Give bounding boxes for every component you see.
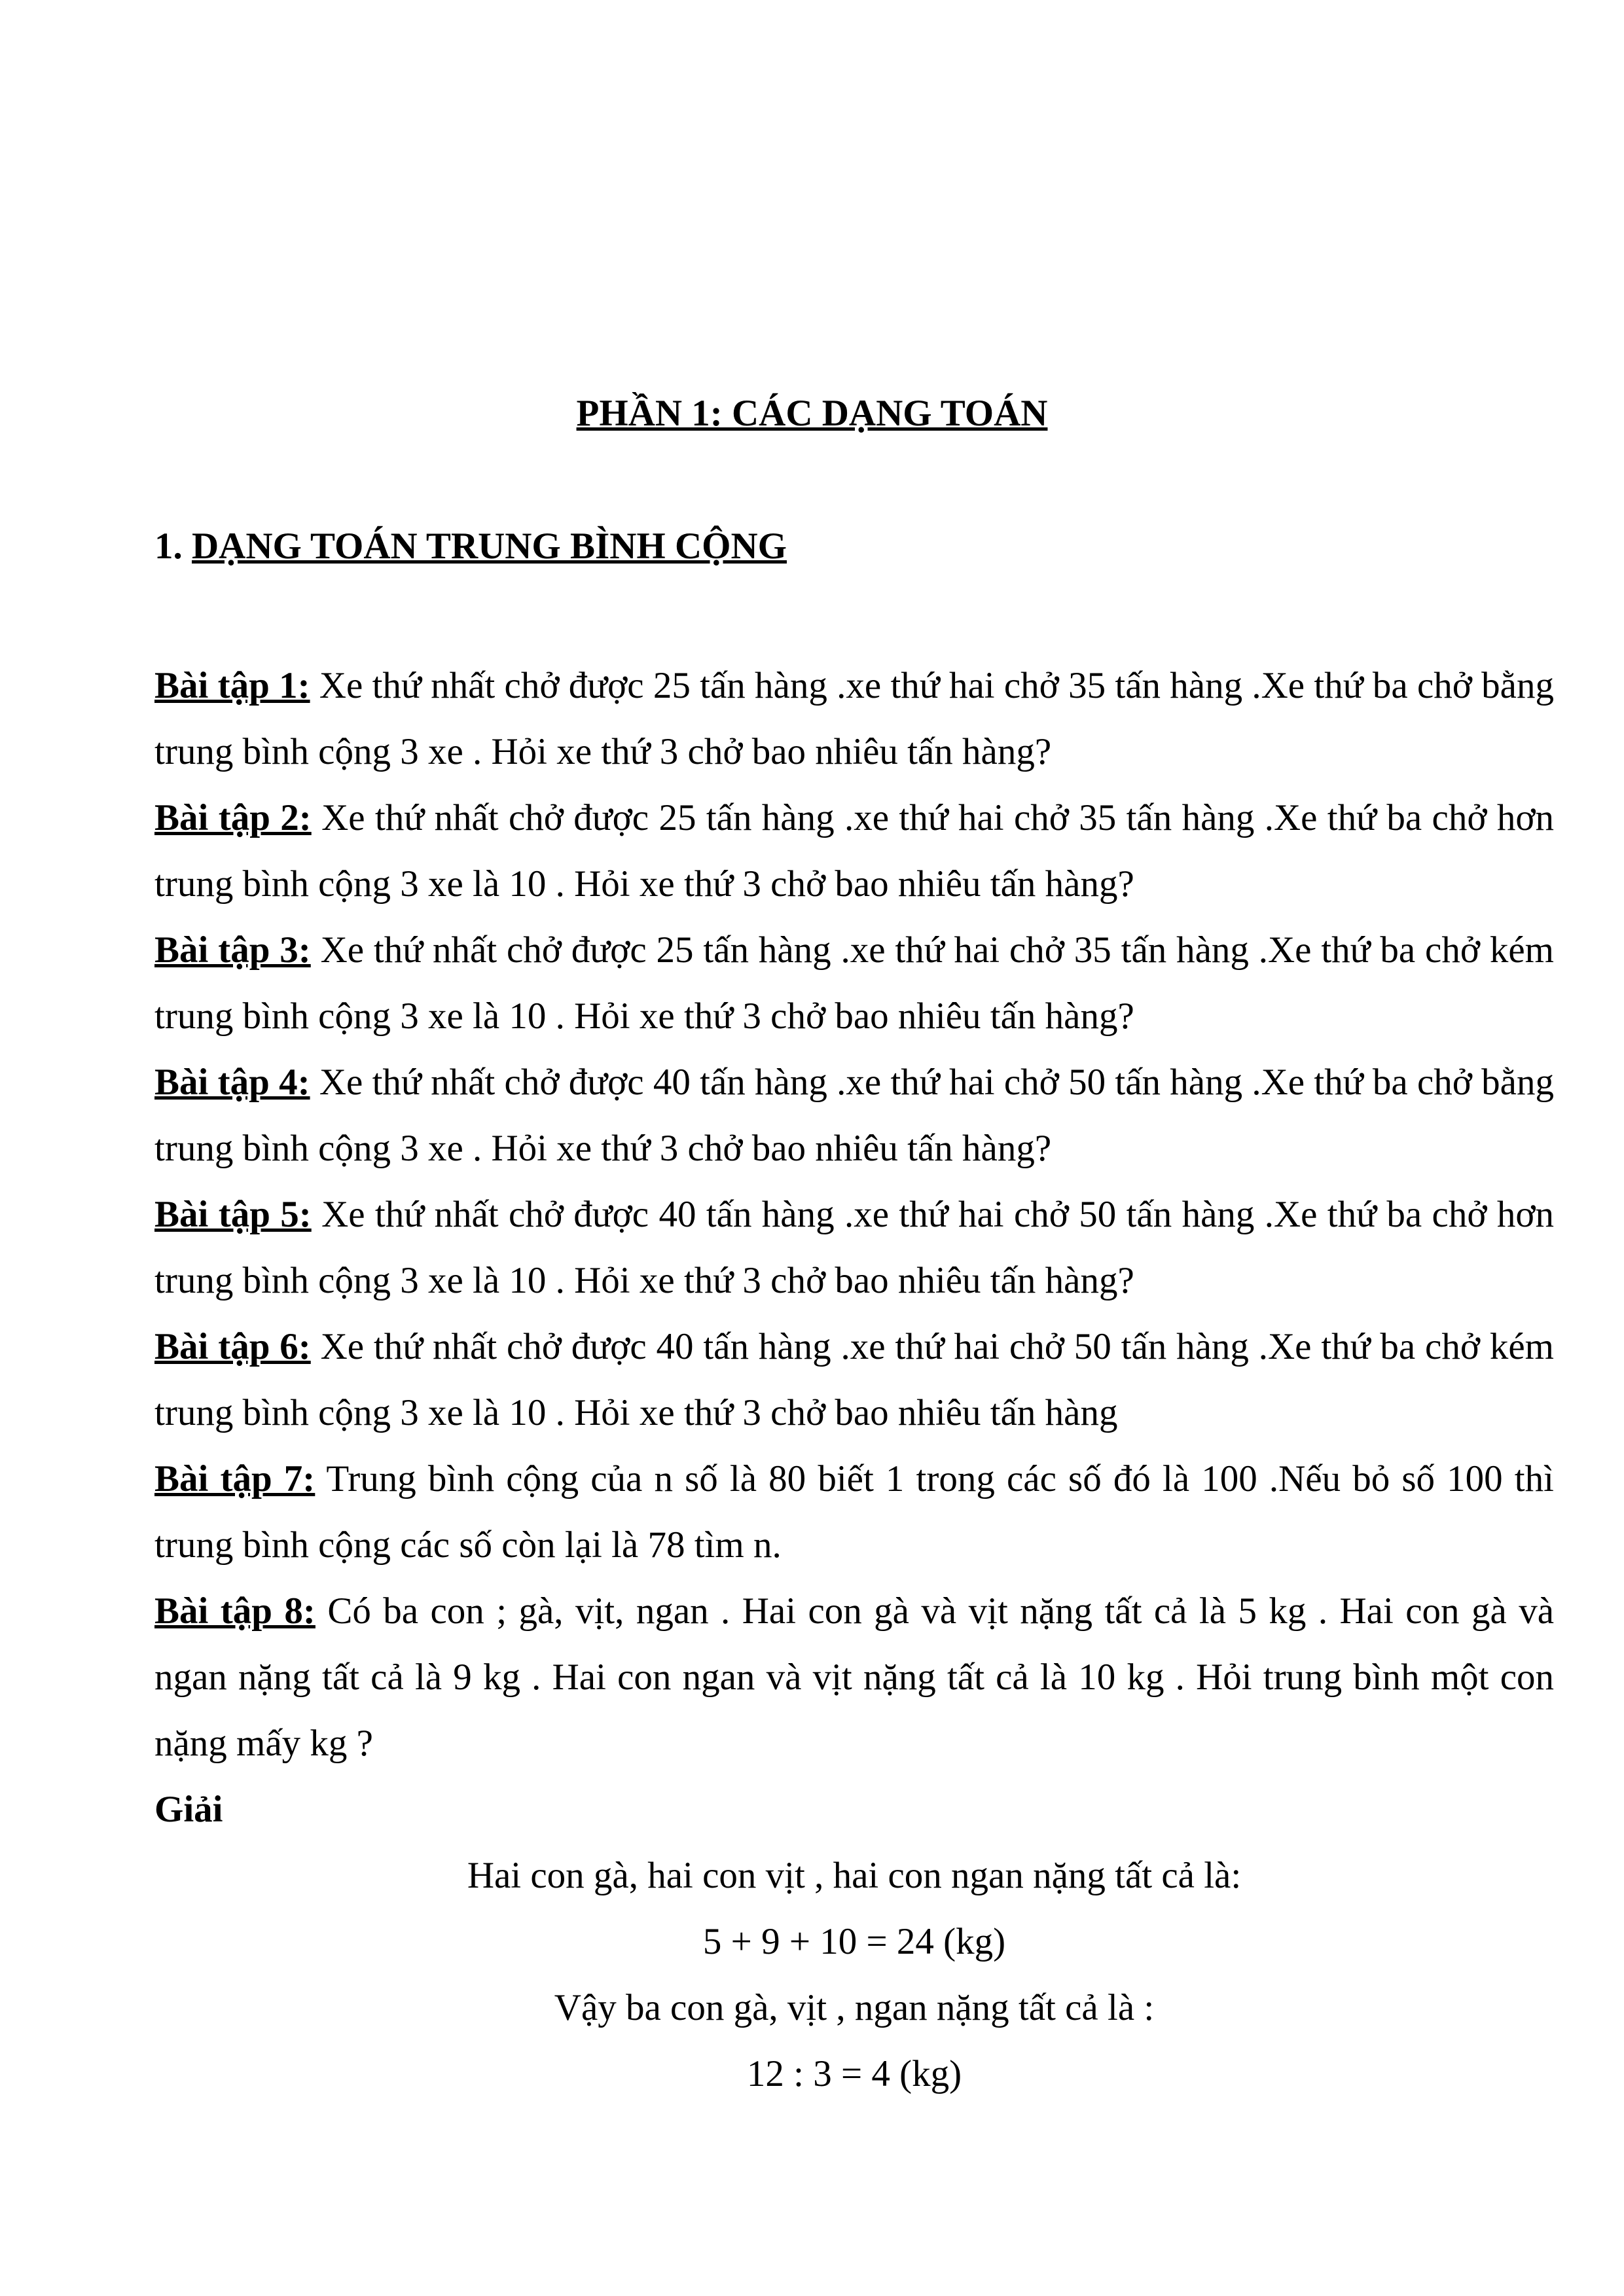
exercise-1 <box>154 653 1554 785</box>
solution-line-4: 12 : 3 = 4 (kg) <box>746 2053 962 2094</box>
exercise-8 <box>154 1578 1554 1776</box>
exercise-text: Xe thứ nhất chở được 40 tấn hàng .xe thứ hai chở 50 tấn hàng .Xe thứ ba chở kém trung bình cộng 3 xe là 10 . Hỏi xe thứ 3 chở bao nhiêu tấn hàng <box>154 1326 1554 1433</box>
exercise-text: Trung bình cộng của n số là 80 biết 1 trong các số đó là 100 .Nếu bỏ số 100 thì trung bình cộng các số còn lại là 78 tìm n. <box>154 1458 1554 1566</box>
page-title <box>0 387 1624 440</box>
exercise-4 <box>154 1049 1554 1181</box>
exercise-3 <box>154 917 1554 1049</box>
exercise-label: Bài tập 2: <box>154 797 312 838</box>
exercise-7 <box>154 1446 1554 1578</box>
exercise-label: Bài tập 5: <box>154 1194 312 1235</box>
solution-line-2: 5 + 9 + 10 = 24 (kg) <box>702 1921 1006 1962</box>
solution-heading: Giải <box>154 1789 223 1830</box>
section-title: DẠNG TOÁN TRUNG BÌNH CỘNG <box>192 526 787 567</box>
exercise-label: Bài tập 1: <box>154 665 310 706</box>
exercise-label: Bài tập 8: <box>154 1590 316 1632</box>
exercise-label: Bài tập 6: <box>154 1326 311 1367</box>
exercise-text: Có ba con ; gà, vịt, ngan . Hai con gà và vịt nặng tất cả là 5 kg . Hai con gà và ngan nặng tất cả là 9 kg . Hai con ngan và vịt nặng tất cả là 10 kg . Hỏi trung bình một con nặng mấy kg ? <box>154 1590 1554 1764</box>
exercise-2 <box>154 785 1554 917</box>
solution-line-3: Vậy ba con gà, vịt , ngan nặng tất cả là : <box>554 1987 1155 2028</box>
exercise-list <box>154 653 1554 2107</box>
exercise-6 <box>154 1314 1554 1446</box>
exercise-label: Bài tập 4: <box>154 1062 310 1103</box>
solution-line-1: Hai con gà, hai con vịt , hai con ngan nặng tất cả là: <box>467 1855 1242 1896</box>
exercise-text: Xe thứ nhất chở được 25 tấn hàng .xe thứ hai chở 35 tấn hàng .Xe thứ ba chở hơn trung bình cộng 3 xe là 10 . Hỏi xe thứ 3 chở bao nhiêu tấn hàng? <box>154 797 1554 905</box>
exercise-label: Bài tập 3: <box>154 929 311 971</box>
exercise-label: Bài tập 7: <box>154 1458 316 1499</box>
section-heading <box>154 520 787 573</box>
exercise-text: Xe thứ nhất chở được 25 tấn hàng .xe thứ hai chở 35 tấn hàng .Xe thứ ba chở kém trung bình cộng 3 xe là 10 . Hỏi xe thứ 3 chở bao nhiêu tấn hàng? <box>154 929 1554 1037</box>
exercise-5 <box>154 1181 1554 1314</box>
exercise-text: Xe thứ nhất chở được 40 tấn hàng .xe thứ hai chở 50 tấn hàng .Xe thứ ba chở bằng trung bình cộng 3 xe . Hỏi xe thứ 3 chở bao nhiêu tấn hàng? <box>154 1062 1554 1169</box>
section-number: 1. <box>154 526 183 567</box>
exercise-text: Xe thứ nhất chở được 25 tấn hàng .xe thứ hai chở 35 tấn hàng .Xe thứ ba chở bằng trung bình cộng 3 xe . Hỏi xe thứ 3 chở bao nhiêu tấn hàng? <box>154 665 1554 772</box>
exercise-text: Xe thứ nhất chở được 40 tấn hàng .xe thứ hai chở 50 tấn hàng .Xe thứ ba chở hơn trung bình cộng 3 xe là 10 . Hỏi xe thứ 3 chở bao nhiêu tấn hàng? <box>154 1194 1554 1301</box>
page-title-text: PHẦN 1: CÁC DẠNG TOÁN <box>576 393 1048 434</box>
